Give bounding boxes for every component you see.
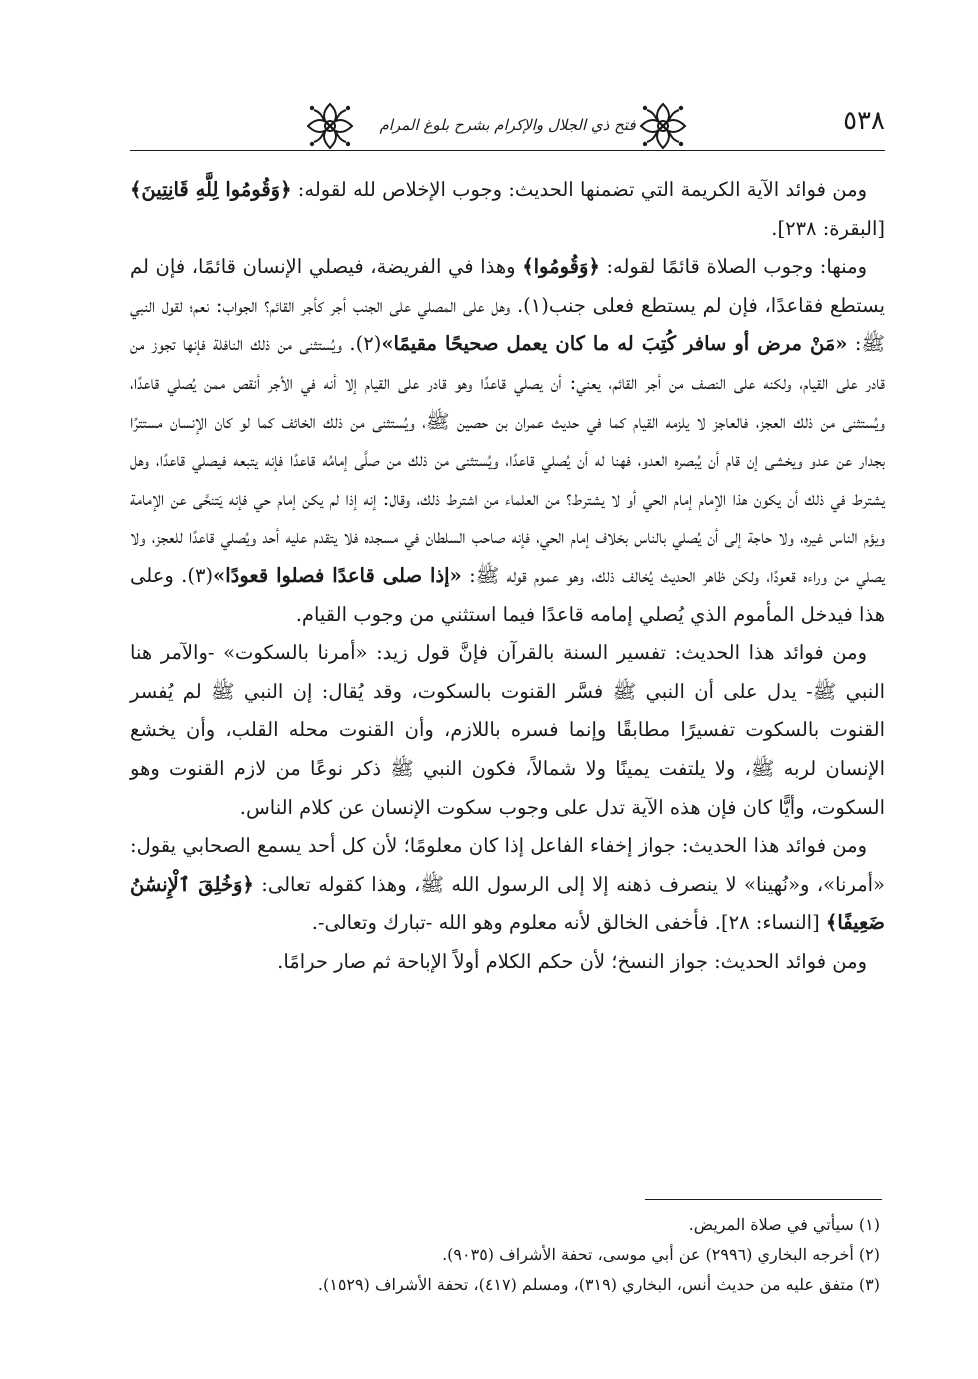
body-text-segment: ومن فوائد هذا الحديث: جواز إخفاء الفاعل إذا كان معلومًا؛ لأن كل أحد يسمع الصحابي يقول: «أمرنا»، و«نُهينا» لا ينصرف ذهنه إلا إلى الرسول الله ﷺ، وهذا كقوله تعالى: [130, 834, 885, 896]
body-paragraph-4 [130, 827, 885, 943]
header-rule [130, 150, 885, 151]
footnote-separator [645, 1199, 882, 1200]
footnote-2: (٢) أخرجه البخاري (٢٩٩٦) عن أبي موسى، تحفة الأشراف (٩٠٣٥). [442, 1245, 880, 1264]
bold-hadith-segment: «مَنْ مرض أو سافر كُتِبَ له ما كان يعمل صحيحًا مقيمًا» [381, 332, 848, 356]
quran-quote-segment: ﴿وَخُلِقَ ٱلْإِنسَٰنُ ضَعِيفًا﴾ [130, 872, 885, 935]
body-text-segment: [البقرة: ٢٣٨]. [771, 216, 885, 240]
footnotes [130, 1210, 880, 1300]
body-text-segment: وهذا في الفريضة، فيصلي الإنسان قائمًا، فإن لم يستطع فقاعدًا، فإن لم يستطع فعلى جنب(١). وهل على المصلي على الجنب أجر كأجر القائم؟ الجواب: نعم؛ لقول النبي ﷺ: [130, 255, 886, 356]
body-text-segment: ومن فوائد الآية الكريمة التي تضمنها الحديث: وجوب الإخلاص لله لقوله: [291, 178, 867, 201]
body-paragraph-1 [130, 171, 885, 248]
body-text-segment: (٣). وعلى هذا فيدخل المأموم الذي يُصلي إمامه قاعدًا فيما استثني من وجوب القيام. [130, 563, 885, 626]
quran-quote-segment: ﴿وَقُومُوا﴾ [522, 255, 600, 279]
body-text-segment: [النساء: ٢٨]. فأخفى الخالق لأنه معلوم وهو الله -تبارك وتعالى-. [311, 911, 826, 935]
footnote-3: (٣) متفق عليه من حديث أنس، البخاري (٣١٩)، ومسلم (٤١٧)، تحفة الأشراف (١٥٢٩). [317, 1275, 880, 1294]
body-text-segment: (٢). ويُستثنى من ذلك النافلة فإنها تجوز من قادر على القيام، ولكنه على النصف من أجر القائم، يعني: أن يصلي قاعدًا وهو قادر على القيام إلا أنه في الأجر أنقص ممن يُصلي قاعدًا، ويُستثنى من ذلك العجز، فالعاجز لا يلزمه القيام كما في حديث عمران بن حصين ﷺ، ويُستثنى من ذلك الخائف كما لو كان الإنسان مستترًا بجدار عن عدو ويخشى إن قام أن يُبصره العدو، فهنا له أن يُصلي قاعدًا، ويُستثنى من ذلك من صلَّى إمامُه قاعدًا فإنه يتبعه فيصلي قاعدًا، وهل يشترط في ذلك أن يكون هذا الإمام إمام الحي أو لا يشترط؟ من العلماء من اشترط ذلك، وقال: إنه إذا لم يكن إمام حي فإنه يَتنحَّى عن الإمامة ويؤم الناس غيره، ولا حاجة إلى أن يُصلي بالناس بخلاف إمام الحي، فإنه صاحب السلطان في مسجده فلا يتقدم عليه أحد ويُصلي قاعدًا للعجز، ولا يصلي من وراءه قعودًا، ولكن ظاهر الحديث يُخالف ذلك، وهو عموم قوله ﷺ: [130, 332, 885, 587]
running-header [130, 104, 885, 154]
body-paragraph-2 [130, 248, 885, 634]
body-paragraph-3 [130, 634, 885, 827]
bold-hadith-segment: «إذا صلى قاعدًا فصلوا قعودًا» [213, 563, 462, 587]
quran-quote-segment: ﴿وَقُومُوا لِلَّهِ قَانِتِينَ﴾ [130, 178, 292, 201]
page-number: ٥٣٨ [843, 106, 885, 136]
body-text-segment: ومن فوائد الحديث: جواز النسخ؛ لأن حكم الكلام أولاً الإباحة ثم صار حرامًا. [277, 949, 867, 973]
running-title: فتح ذي الجلال والإكرام بشرح بلوغ المرام [379, 116, 636, 134]
body-text-segment: ومنها: وجوب الصلاة قائمًا لقوله: [599, 255, 868, 279]
footnote-1: (١) سيأتي في صلاة المريض. [688, 1215, 880, 1234]
body-text-segment: ومن فوائد هذا الحديث: تفسير السنة بالقرآن فإنَّ قول زيد: «أمرنا بالسكوت» -والآمر هنا النبي ﷺ- يدل على أن النبي ﷺ فسَّر القنوت بالسكوت، وقد يُقال: إن النبي ﷺ لم يُفسر القنوت بالسكوت تفسيرًا مطابقًا وإنما فسره باللازم، وأن القنوت محله القلب، وأن يخشع الإنسان لربه ﷺ، ولا يلتفت يمينًا ولا شمالاً، فكون النبي ﷺ ذكر نوعًا من لازم القنوت وهو السكوت، وأيًّا كان فإن هذه الآية تدل على وجوب سكوت الإنسان عن كلام الناس. [130, 641, 885, 819]
body-text [130, 171, 885, 981]
header-ornament-left [302, 98, 358, 154]
body-paragraph-5 [130, 943, 885, 982]
